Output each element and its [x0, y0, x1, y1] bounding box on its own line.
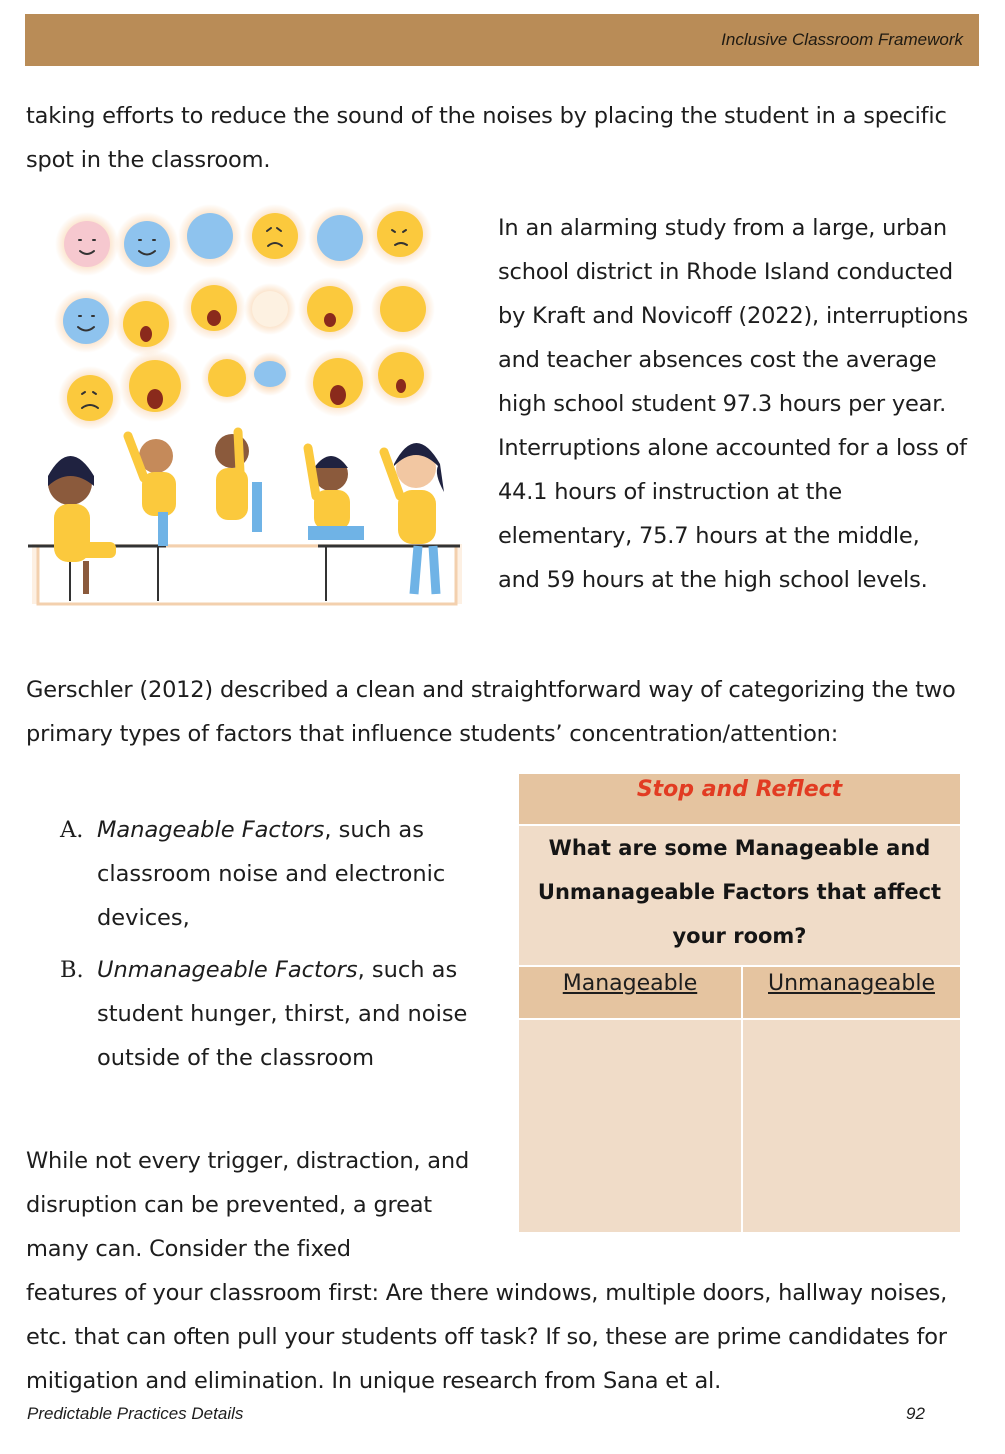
- list-marker: B.: [60, 957, 84, 983]
- column-header-manageable: Manageable: [519, 967, 741, 1018]
- header-title: Inclusive Classroom Framework: [721, 30, 963, 49]
- factor-term: Manageable Factors: [97, 817, 325, 843]
- list-marker: A.: [60, 817, 84, 843]
- student-3: [215, 432, 262, 532]
- factor-description: , such as classroom noise and electronic devices,: [97, 817, 446, 931]
- table-divider: [519, 1018, 960, 1020]
- list-item-unmanageable: [60, 948, 500, 1080]
- gerschler-paragraph: Gerschler (2012) described a clean and straightforward way of categorizing the two primary types of factors that influence students’ concentration/attention:: [26, 677, 956, 747]
- factor-term: Unmanageable Factors: [97, 957, 358, 983]
- table-column-divider: [741, 967, 743, 1232]
- stop-and-reflect-table: [519, 774, 960, 1232]
- student-2: [128, 436, 176, 546]
- study-paragraph: In an alarming study from a large, urban school district in Rhode Island conducted by Kraft and Novicoff (2022), interruptions and teacher absences cost the average high school student 97.3 hours per year. Interruptions alone accounted for a loss of 44.1 hours of instruction at the elementary, 75.7 hours at the middle, and 59 hours at the high school levels.: [498, 215, 968, 593]
- reflect-title: Stop and Reflect: [519, 774, 960, 825]
- student-4: [308, 448, 364, 540]
- trigger-paragraph-continued: features of your classroom first: Are there windows, multiple doors, hallway noises, etc. that can often pull your students off task? If so, these are prime candidates for mitigation and elimination. In unique research from Sana et al.: [26, 1280, 948, 1394]
- emoji-row-1: [55, 202, 432, 276]
- unmanageable-answer-cell[interactable]: [743, 1020, 960, 1232]
- list-item-manageable: [60, 808, 500, 940]
- table-divider: [519, 824, 960, 826]
- emoji-row-3: [58, 343, 433, 430]
- emoji-row-2: [54, 276, 435, 356]
- page-number: 92: [906, 1404, 925, 1423]
- intro-paragraph: taking efforts to reduce the sound of the noises by placing the student in a specific spot in the classroom.: [26, 103, 947, 173]
- classroom-emoji-illustration: [18, 196, 468, 608]
- page-header: [25, 14, 979, 66]
- reflect-question: What are some Manageable and Unmanageable Factors that affect your room?: [537, 836, 942, 948]
- footer-section-title: Predictable Practices Details: [27, 1404, 244, 1423]
- table-divider: [519, 965, 960, 967]
- column-header-unmanageable: Unmanageable: [743, 967, 960, 1018]
- manageable-answer-cell[interactable]: [519, 1020, 741, 1232]
- factor-description: , such as student hunger, thirst, and noise outside of the classroom: [97, 957, 468, 1071]
- trigger-paragraph: While not every trigger, distraction, and disruption can be prevented, a great many can. Consider the fixed: [26, 1148, 470, 1262]
